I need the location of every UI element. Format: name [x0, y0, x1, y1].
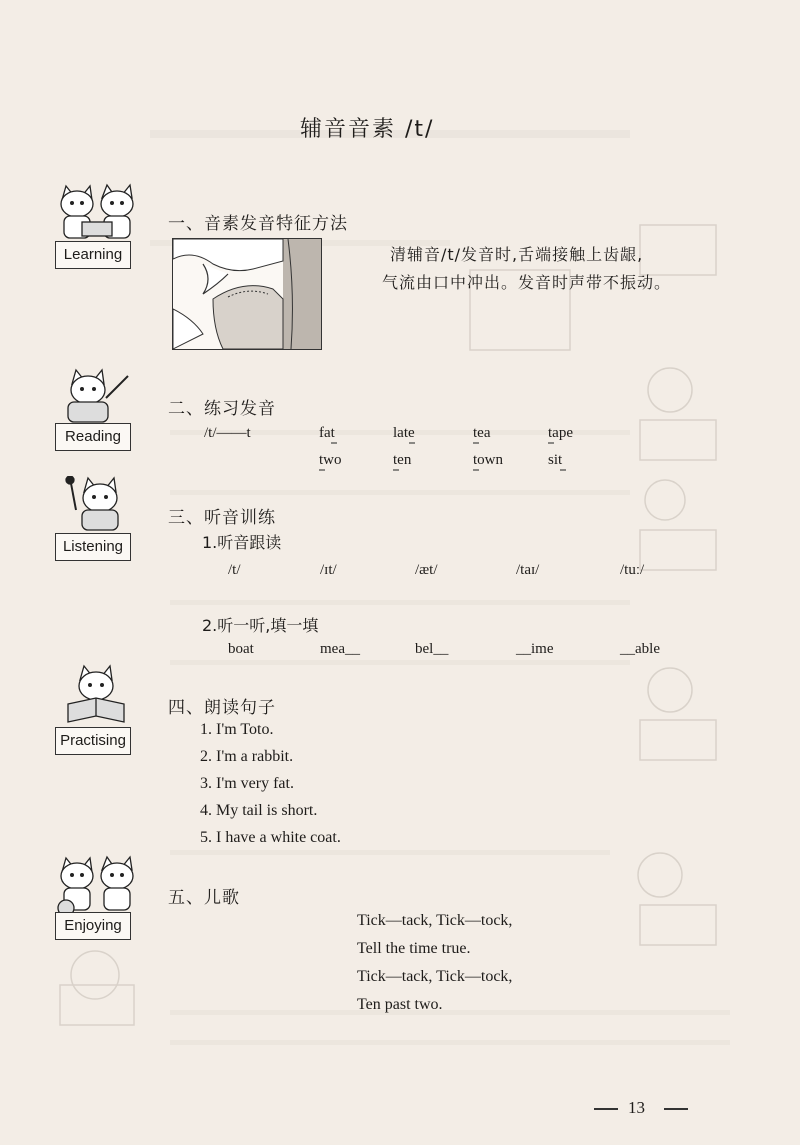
page-number-dash-right [664, 1108, 688, 1110]
section-heading-listening: 三、听音训练 [168, 508, 276, 528]
section-heading-practising: 四、朗读句子 [168, 698, 276, 718]
page-number-dash-left [594, 1108, 618, 1110]
cats-singing-illustration [52, 854, 142, 916]
pronunciation-description-line-1: 清辅音/t/发音时,舌端接触上齿龈, [390, 245, 644, 264]
rhyme-line: Ten past two. [357, 996, 443, 1013]
reading-word: late [393, 425, 415, 441]
fill-blank-item: boat [228, 641, 254, 657]
rhyme-line: Tick—tack, Tick—tock, [357, 912, 513, 929]
cat-waving-illustration [58, 368, 134, 424]
phonetic-item: /t/ [228, 562, 241, 578]
listen-fill-title: 2.听一听,填一填 [202, 616, 319, 635]
page-number: 13 [628, 1098, 645, 1117]
practice-sentence: 4. My tail is short. [200, 802, 318, 819]
reading-word: tape [548, 425, 573, 441]
listen-repeat-title: 1.听音跟读 [202, 533, 282, 552]
practice-sentence: 5. I have a white coat. [200, 829, 341, 846]
fill-blank-item: mea__ [320, 641, 360, 657]
reading-word: tea [473, 425, 491, 441]
cat-with-microphone-illustration [60, 476, 136, 532]
practice-sentence: 2. I'm a rabbit. [200, 748, 294, 765]
phoneme-t-label: /t/——t [204, 425, 251, 441]
rhyme-line: Tell the time true. [357, 940, 471, 957]
cats-reading-illustration [52, 180, 142, 242]
reading-word: fat [319, 425, 335, 441]
learning-badge: Learning [55, 241, 131, 269]
reading-word: ten [393, 452, 412, 468]
fill-blank-item: __able [620, 641, 660, 657]
section-heading-reading: 二、练习发音 [168, 399, 276, 419]
phonetic-item: /taɪ/ [516, 562, 540, 578]
pronunciation-description-line-2: 气流由口中冲出。发音时声带不振动。 [382, 273, 672, 292]
phonetic-item: /ɪt/ [320, 562, 337, 578]
enjoying-badge: Enjoying [55, 912, 131, 940]
reading-word: sit [548, 452, 563, 468]
section-heading-enjoying: 五、儿歌 [168, 888, 240, 908]
phonetic-item: /tuː/ [620, 562, 645, 578]
reading-word: two [319, 452, 342, 468]
section-heading-learning: 一、音素发音特征方法 [168, 214, 348, 234]
phonetic-item: /æt/ [415, 562, 438, 578]
rhyme-line: Tick—tack, Tick—tock, [357, 968, 513, 985]
practice-sentence: 1. I'm Toto. [200, 721, 274, 738]
cat-with-book-illustration [60, 664, 136, 724]
listening-badge: Listening [55, 533, 131, 561]
practice-sentence: 3. I'm very fat. [200, 775, 294, 792]
fill-blank-item: __ime [516, 641, 554, 657]
practising-badge: Practising [55, 727, 131, 755]
fill-blank-item: bel__ [415, 641, 449, 657]
reading-badge: Reading [55, 423, 131, 451]
mouth-diagram [172, 238, 322, 350]
page-title: 辅音音素 /t/ [300, 117, 435, 142]
reading-word: town [473, 452, 503, 468]
